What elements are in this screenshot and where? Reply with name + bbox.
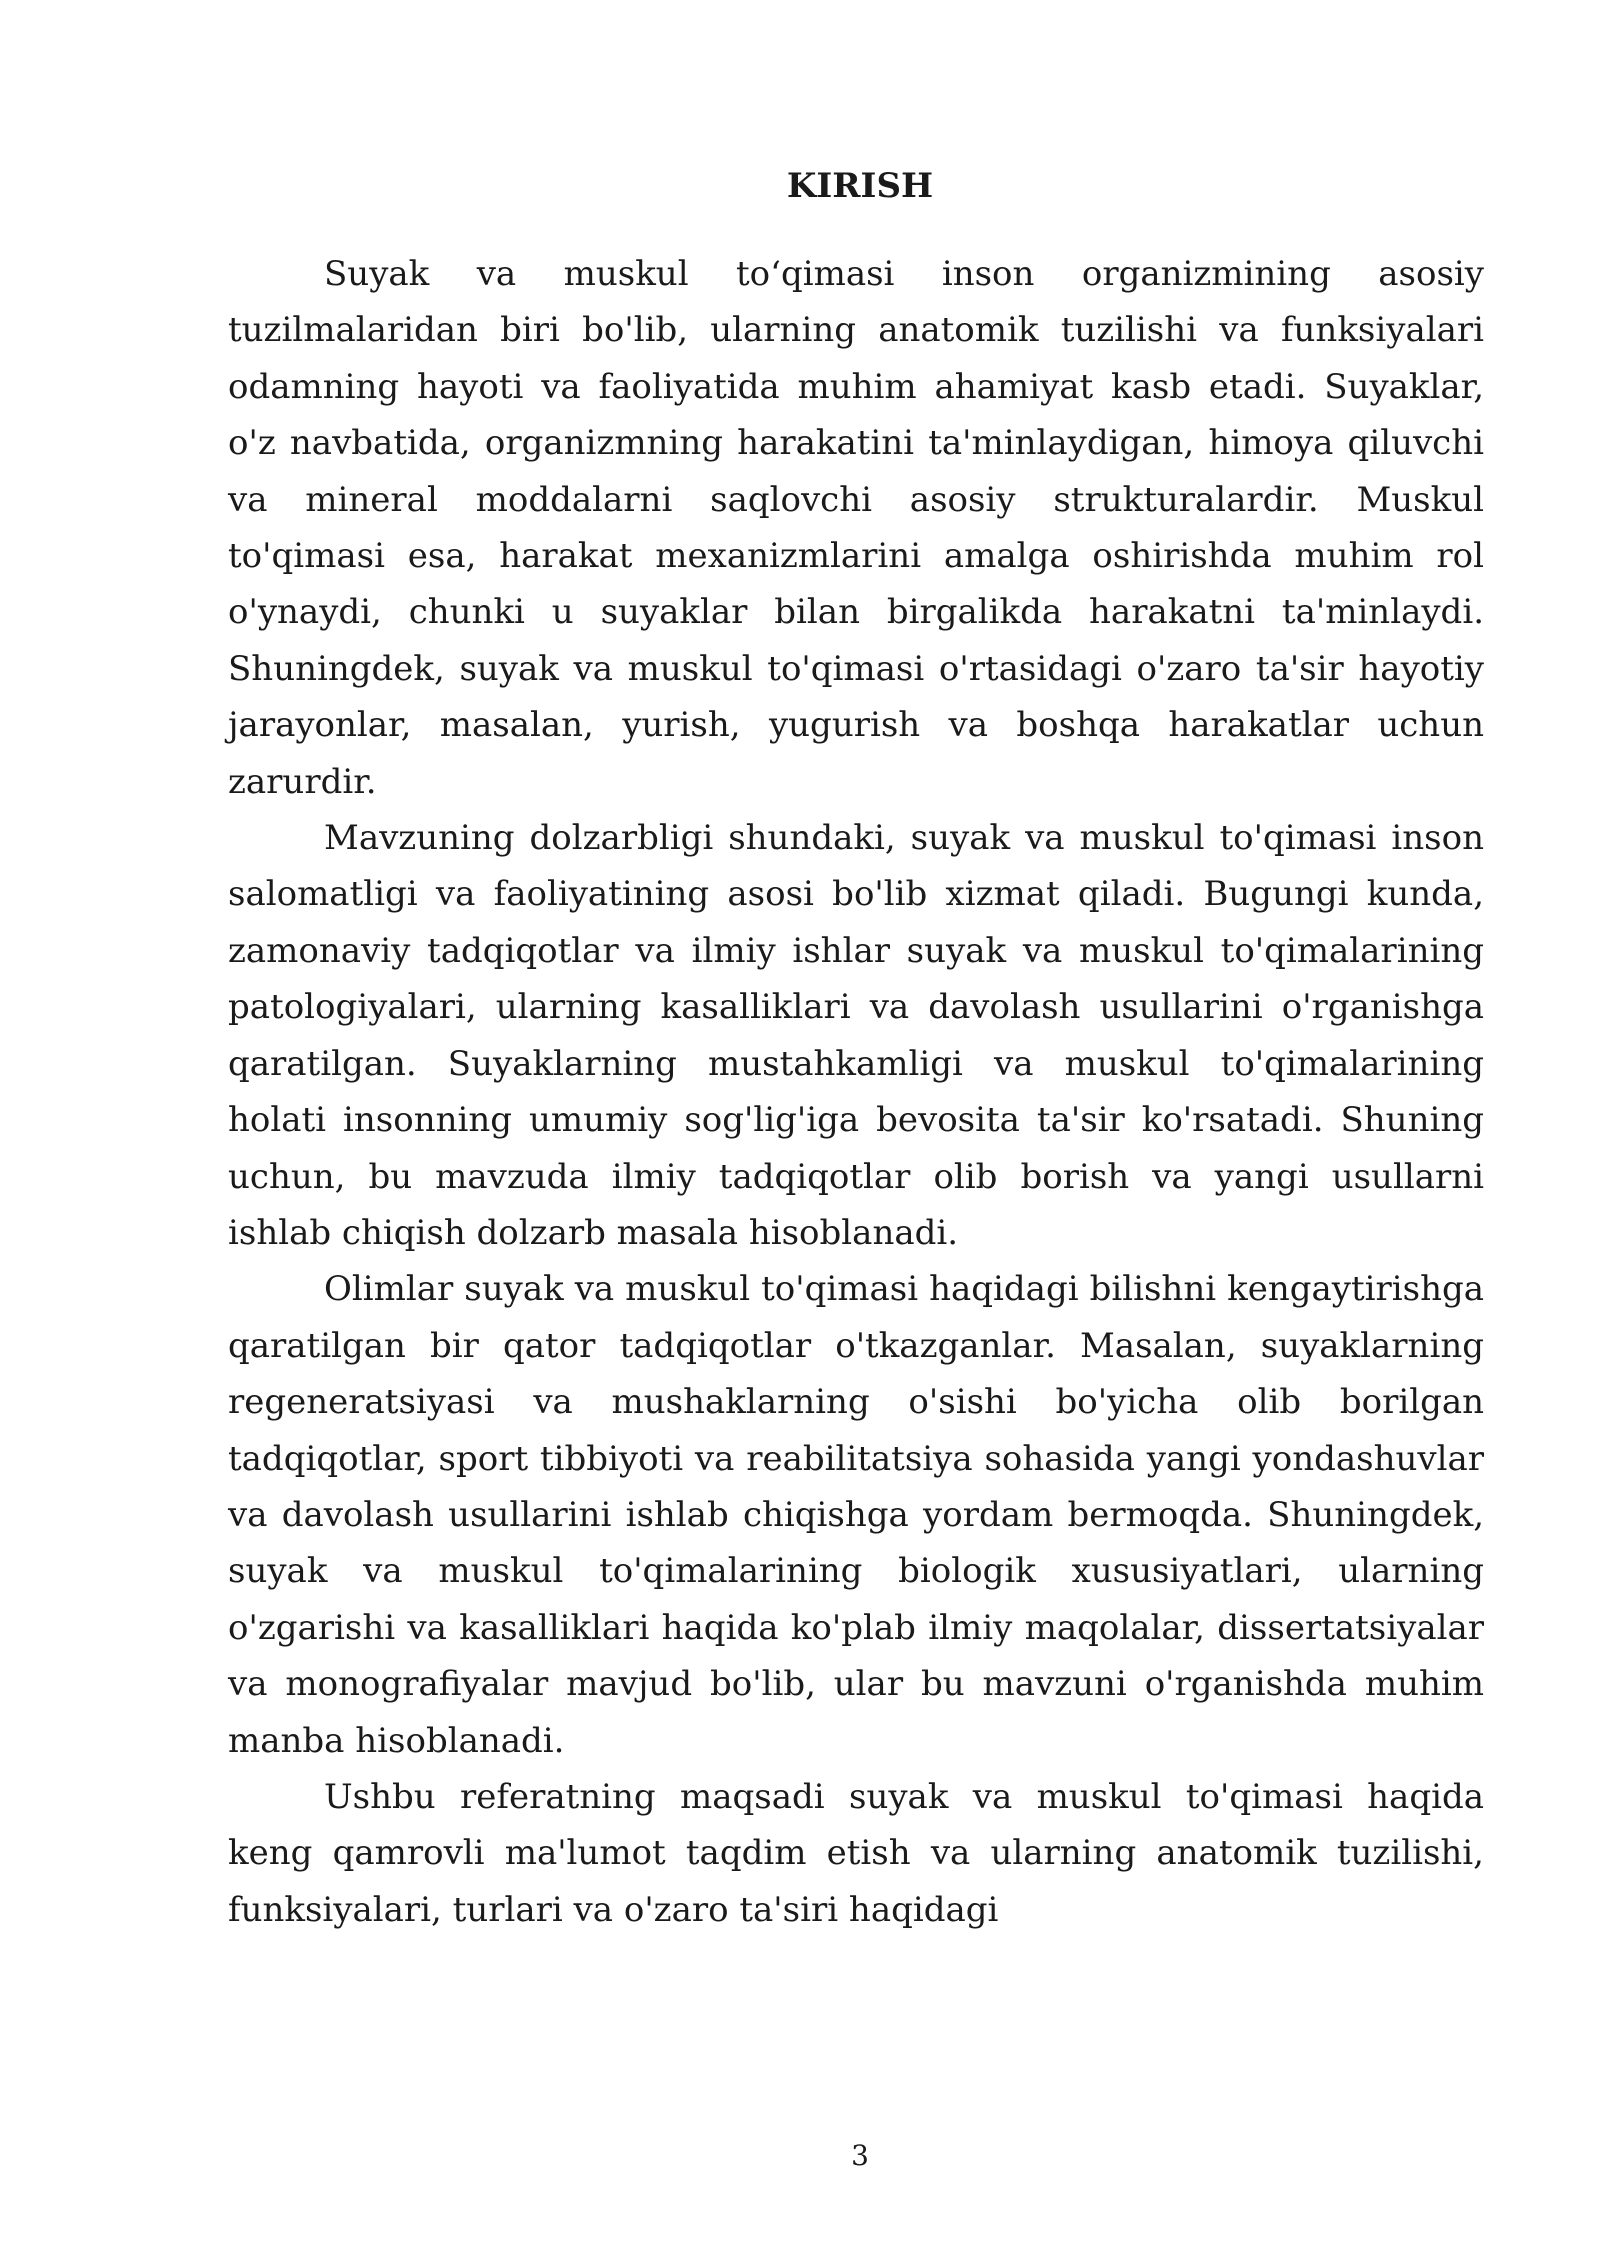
page-title: KIRISH — [786, 166, 934, 206]
page-number: 3 — [851, 2139, 869, 2172]
paragraph-2: Mavzuning dolzarbligi shundaki, suyak va muskul to'qimasi inson salomatligi va faoliyatining asosi bo'lib xizmat qiladi. Bugungi kunda, zamonaviy tadqiqotlar va ilmiy ishlar suyak va muskul to'qimalarining patologiyalari, ularning kasalliklari va davolash usullarini o'rganishga qaratilgan. Suyaklarning mustahkamligi va muskul to'qimalarining holati insonning umumiy sog'lig'iga bevosita ta'sir ko'rsatadi. Shuning uchun, bu mavzuda ilmiy tadqiqotlar olib borish va yangi usullarni ishlab chiqish dolzarb masala hisoblanadi. — [228, 818, 1484, 1253]
paragraph-1: Suyak va muskul to‘qimasi inson organizmining asosiy tuzilmalaridan biri bo'lib, ularning anatomik tuzilishi va funksiyalari odamning hayoti va faoliyatida muhim ahamiyat kasb etadi. Suyaklar, o'z navbatida, organizmning harakatini ta'minlaydigan, himoya qiluvchi va mineral moddalarni saqlovchi asosiy strukturalardir. Muskul to'qimasi esa, harakat mexanizmlarini amalga oshirishda muhim rol o'ynaydi, chunki u suyaklar bilan birgalikda harakatni ta'minlaydi. Shuningdek, suyak va muskul to'qimasi o'rtasidagi o'zaro ta'sir hayotiy jarayonlar, masalan, yurish, yugurish va boshqa harakatlar uchun zarurdir. — [228, 254, 1484, 802]
body-text — [228, 246, 1484, 1938]
paragraph-4: Ushbu referatning maqsadi suyak va muskul to'qimasi haqida keng qamrovli ma'lumot taqdim etish va ularning anatomik tuzilishi, funksiyalari, turlari va o'zaro ta'siri haqidagi — [228, 1776, 1484, 1930]
paragraph-3: Olimlar suyak va muskul to'qimasi haqidagi bilishni kengaytirishga qaratilgan bir qator tadqiqotlar o'tkazganlar. Masalan, suyaklarning regeneratsiyasi va mushaklarning o'sishi bo'yicha olib borilgan tadqiqotlar, sport tibbiyoti va reabilitatsiya sohasida yangi yondashuvlar va davolash usullarini ishlab chiqishga yordam bermoqda. Shuningdek, suyak va muskul to'qimalarining biologik xususiyatlari, ularning o'zgarishi va kasalliklari haqida ko'plab ilmiy maqolalar, dissertatsiyalar va monografiyalar mavjud bo'lib, ular bu mavzuni o'rganishda muhim manba hisoblanadi. — [228, 1269, 1484, 1761]
